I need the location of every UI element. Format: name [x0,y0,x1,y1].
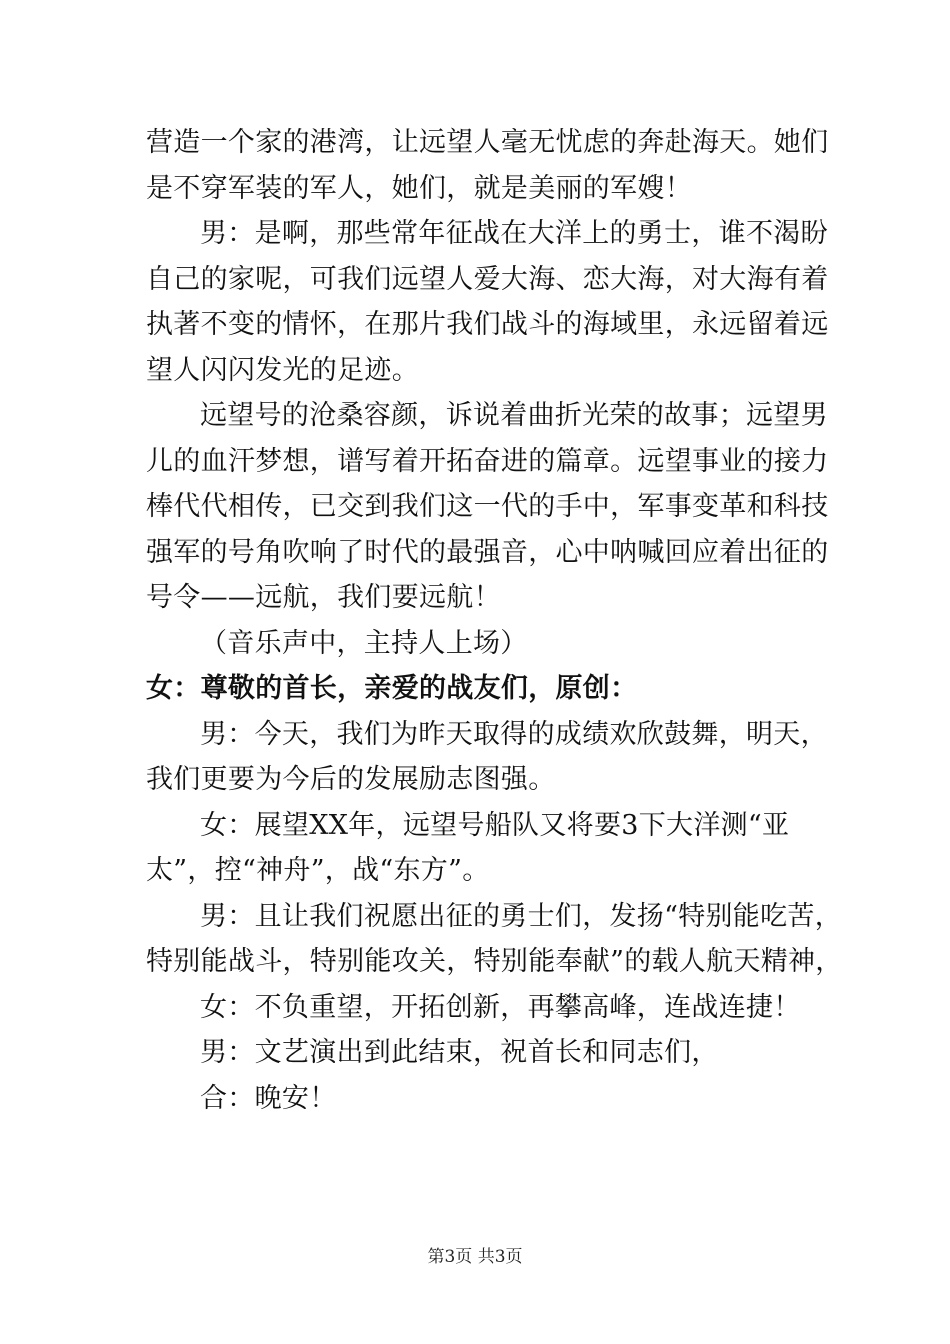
paragraph-line: 男：文艺演出到此结束，祝首长和同志们， [200,1037,719,1068]
paragraph-line: 棒代代相传，已交到我们这一代的手中，军事变革和科技 [146,491,829,522]
paragraph-line: 男：且让我们祝愿出征的勇士们，发扬“特别能吃苦， [200,900,843,932]
paragraph-line: 男：今天，我们为昨天取得的成绩欢欣鼓舞，明天， [200,718,828,750]
paragraph-line: 特别能战斗，特别能攻关，特别能奉献”的载人航天精神， [146,946,843,977]
stage-direction: （音乐声中，主持人上场） [200,627,528,659]
paragraph-line: 太”，控“神舟”，战“东方”。 [146,855,490,886]
paragraph-line: 儿的血汗梦想，谱写着开拓奋进的篇章。远望事业的接力 [146,445,829,477]
paragraph-line: 男：是啊，那些常年征战在大洋上的勇士，谁不渴盼 [200,218,828,249]
paragraph-line: 自己的家呢，可我们远望人爱大海、恋大海，对大海有着 [146,263,829,295]
paragraph-line: 望人闪闪发光的足迹。 [146,354,419,386]
paragraph-line: 号令——远航，我们要远航！ [146,582,501,613]
paragraph-line: 合：晚安！ [200,1082,337,1114]
paragraph-line: 女：展望XX年，远望号船队又将要3下大洋测“亚 [200,809,790,841]
paragraph-line: 女：不负重望，开拓创新，再攀高峰，连战连捷！ [200,991,801,1023]
paragraph-line: 是不穿军装的军人，她们，就是美丽的军嫂！ [146,172,692,204]
paragraph-line: 我们更要为今后的发展励志图强。 [146,764,556,795]
paragraph-line: 执著不变的情怀，在那片我们战斗的海域里，永远留着远 [146,309,829,340]
page-number-footer: 第3页 共3页 [427,1247,523,1267]
paragraph-line: 营造一个家的港湾，让远望人毫无忧虑的奔赴海天。她们 [146,127,829,158]
paragraph-line: 远望号的沧桑容颜，诉说着曲折光荣的故事；远望男 [200,400,828,431]
paragraph-line: 强军的号角吹响了时代的最强音，心中呐喊回应着出征的 [146,536,829,568]
document-body [146,120,843,1121]
bold-heading-line: 女：尊敬的首长，亲爱的战友们，原创： [146,673,638,704]
